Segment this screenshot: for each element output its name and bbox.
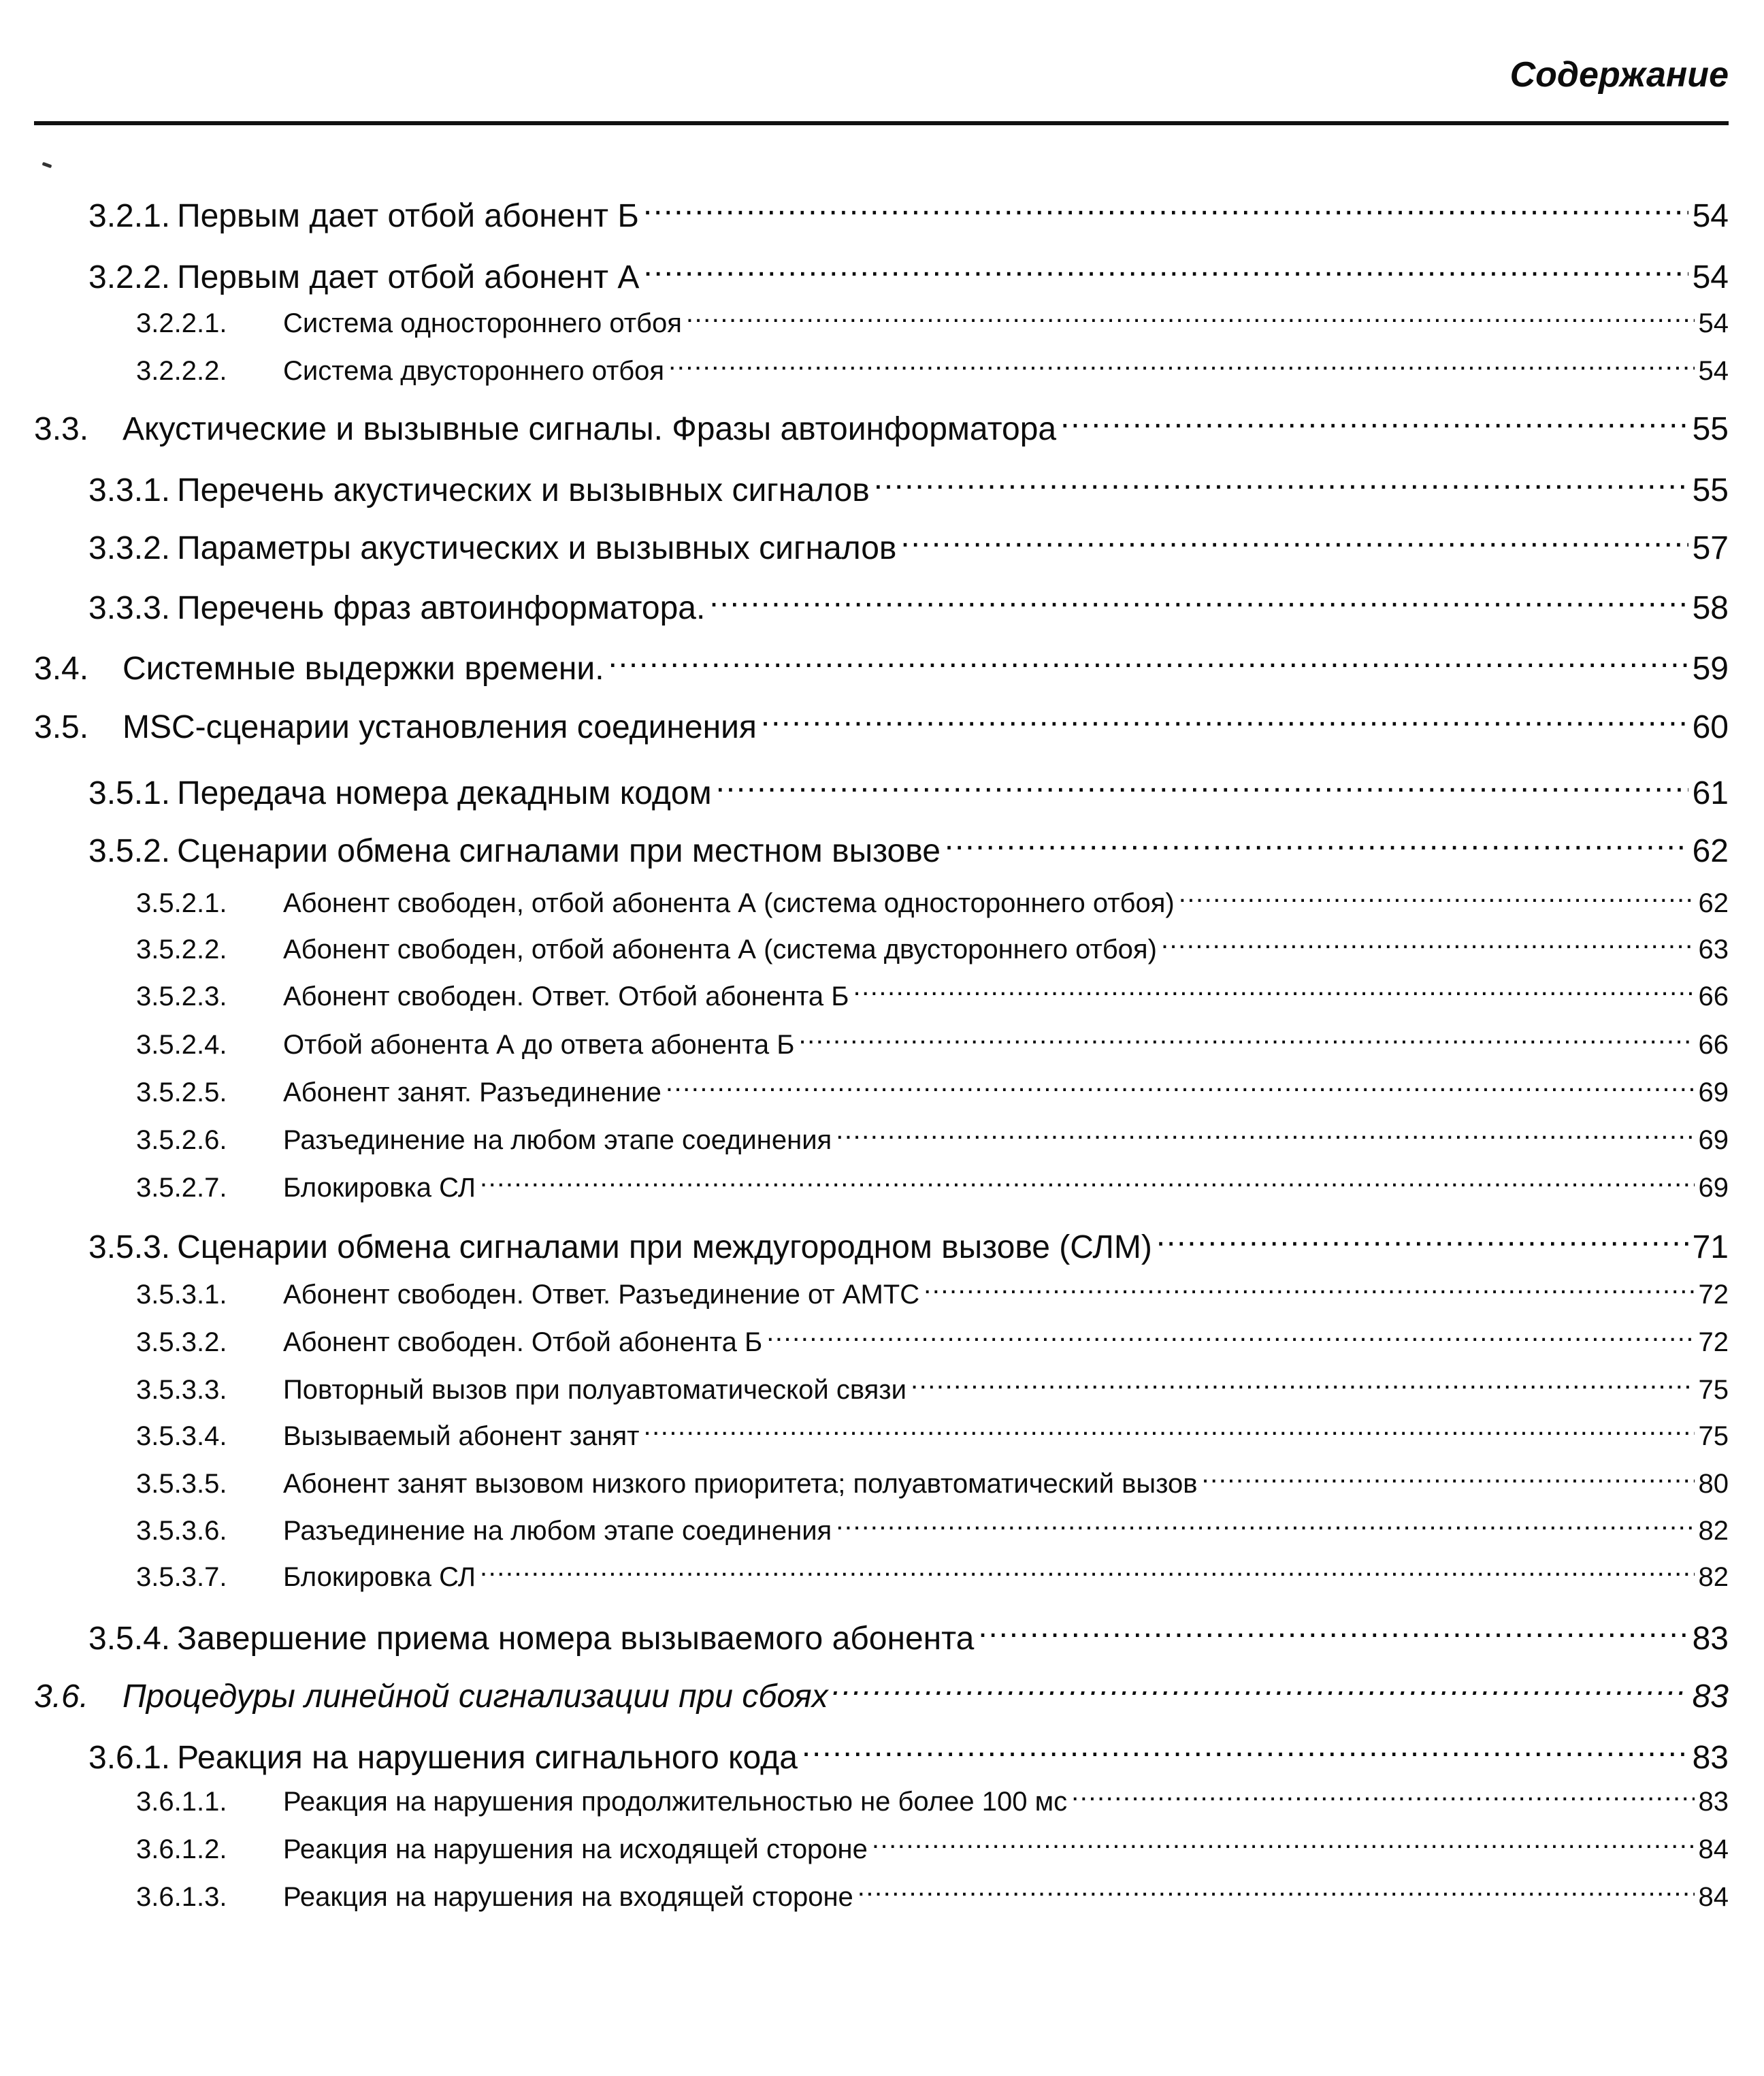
toc-entry-title: Абонент свободен, отбой абонента А (система одностороннего отбоя) — [283, 888, 1175, 918]
toc-entry-title: Первым дает отбой абонент А — [177, 259, 640, 295]
toc-entry-page: 62 — [1698, 888, 1729, 918]
toc-entry-title: Вызываемый абонент занят — [283, 1421, 640, 1451]
toc-entry-number: 3.3.2. — [88, 530, 171, 566]
toc-entry-number: 3.5.2.7. — [136, 1173, 227, 1203]
toc-entry-page: 63 — [1698, 935, 1729, 964]
toc-entry-number: 3.5.3. — [88, 1229, 171, 1265]
toc-entry — [88, 771, 1729, 812]
dot-leader — [608, 647, 1688, 679]
dot-leader — [802, 1736, 1688, 1768]
toc-entry-number: 3.5.4. — [88, 1621, 171, 1657]
toc-entry — [136, 305, 1729, 339]
toc-entry-number: 3.6. — [34, 1678, 89, 1715]
toc-entry — [88, 468, 1729, 509]
toc-entry — [136, 1879, 1729, 1913]
toc-entry-page: 71 — [1692, 1229, 1729, 1265]
toc-entry-number: 3.2.2.2. — [136, 356, 227, 386]
toc-entry-page: 55 — [1692, 411, 1729, 447]
toc-entry — [88, 829, 1729, 870]
toc-entry — [136, 885, 1729, 919]
dot-leader — [480, 1169, 1695, 1197]
dot-leader — [761, 705, 1688, 738]
toc-entry — [34, 1674, 1729, 1715]
toc-entry — [136, 1122, 1729, 1156]
toc-entry-number: 3.6.1.2. — [136, 1834, 227, 1864]
toc-entry-title: Реакция на нарушения продолжительностью не более 100 мс — [283, 1787, 1068, 1817]
toc-entry — [136, 1276, 1729, 1310]
toc-entry-title: Система двустороннего отбоя — [283, 356, 665, 386]
toc-entry-page: 69 — [1698, 1173, 1729, 1203]
dot-leader — [799, 1026, 1695, 1054]
toc-entry-page: 54 — [1692, 259, 1729, 295]
toc-entry-page: 84 — [1698, 1882, 1729, 1912]
toc-entry-title: Абонент свободен. Ответ. Разъединение от АМТС — [283, 1280, 920, 1310]
toc-entry-title: Отбой абонента А до ответа абонента Б — [283, 1030, 795, 1060]
toc-entry — [88, 586, 1729, 627]
toc-entry-title: Реакция на нарушения сигнального кода — [177, 1740, 798, 1776]
toc-entry-title: Системные выдержки времени. — [122, 651, 604, 687]
toc-entry — [136, 1465, 1729, 1499]
toc-entry — [136, 931, 1729, 965]
toc-entry-page: 60 — [1692, 709, 1729, 745]
toc-entry-page: 83 — [1692, 1621, 1729, 1657]
toc-entry — [88, 1736, 1729, 1777]
dot-leader — [836, 1512, 1694, 1540]
toc-entry-title: Абонент свободен, отбой абонента А (система двустороннего отбоя) — [283, 935, 1157, 964]
toc-entry-page: 80 — [1698, 1469, 1729, 1499]
toc-entry-page: 58 — [1692, 590, 1729, 626]
toc-entry-page: 54 — [1698, 308, 1729, 338]
toc-entry-page: 72 — [1698, 1280, 1729, 1310]
toc-entry-title: Акустические и вызывные сигналы. Фразы автоинформатора — [122, 411, 1057, 447]
toc-entry-page: 61 — [1692, 775, 1729, 811]
toc-entry — [136, 1559, 1729, 1593]
dot-leader — [766, 1324, 1694, 1351]
toc-entry-title: Блокировка СЛ — [283, 1173, 476, 1203]
toc-entry-number: 3.5.2.2. — [136, 935, 227, 964]
toc-entry-page: 72 — [1698, 1327, 1729, 1357]
dot-leader — [978, 1617, 1688, 1649]
toc-entry-number: 3.6.1.3. — [136, 1882, 227, 1912]
toc-entry-page: 83 — [1698, 1787, 1729, 1817]
toc-entry-page: 83 — [1692, 1678, 1729, 1715]
toc-entry-page: 54 — [1692, 198, 1729, 234]
dot-leader — [716, 771, 1688, 804]
toc-entry — [136, 1074, 1729, 1108]
toc-entry-title: Перечень фраз автоинформатора. — [177, 590, 706, 626]
toc-entry — [136, 353, 1729, 387]
toc-entry-title: Абонент свободен. Отбой абонента Б — [283, 1327, 763, 1357]
dot-leader — [643, 194, 1688, 227]
toc-entry-number: 3.3.3. — [88, 590, 171, 626]
toc-entry-number: 3.5.3.2. — [136, 1327, 227, 1357]
toc-entry-number: 3.5.2.3. — [136, 982, 227, 1011]
dot-leader — [668, 353, 1694, 380]
dot-leader — [709, 586, 1688, 619]
toc-entry — [136, 978, 1729, 1012]
toc-entry-number: 3.2.1. — [88, 198, 171, 234]
toc-entry-title: Разъединение на любом этапе соединения — [283, 1516, 832, 1546]
toc-entry-number: 3.5.2.1. — [136, 888, 227, 918]
toc-entry-number: 3.5.2.6. — [136, 1125, 227, 1155]
toc-entry-number: 3.5.2. — [88, 833, 171, 869]
toc-entry-title: Повторный вызов при полуавтоматической связи — [283, 1375, 906, 1405]
toc-entry-number: 3.6.1. — [88, 1740, 171, 1776]
toc-entry — [136, 1026, 1729, 1060]
toc-entry-page: 55 — [1692, 472, 1729, 508]
toc-entry-page: 66 — [1698, 982, 1729, 1011]
dot-leader — [1060, 407, 1688, 440]
toc-entry-number: 3.5.3.7. — [136, 1562, 227, 1592]
toc-entry-title: Реакция на нарушения на входящей стороне — [283, 1882, 853, 1912]
page-title: Содержание — [1509, 55, 1729, 95]
toc-entry — [136, 1418, 1729, 1452]
toc-entry-title: Завершение приема номера вызываемого абонента — [177, 1621, 975, 1657]
toc-entry-page: 82 — [1698, 1516, 1729, 1546]
toc-entry — [88, 255, 1729, 296]
toc-entry-page: 84 — [1698, 1834, 1729, 1864]
toc-entry-page: 66 — [1698, 1030, 1729, 1060]
toc-entry-title: Процедуры линейной сигнализации при сбоях — [122, 1678, 828, 1715]
toc-entry-title: Система одностороннего отбоя — [283, 308, 682, 338]
toc-entry — [136, 1324, 1729, 1358]
dot-leader — [858, 1879, 1695, 1906]
toc-entry-number: 3.5.3.3. — [136, 1375, 227, 1405]
toc-entry-number: 3.5.3.6. — [136, 1516, 227, 1546]
toc-entry-page: 83 — [1692, 1740, 1729, 1776]
toc-entry — [136, 1169, 1729, 1203]
toc-entry — [136, 1372, 1729, 1406]
toc-entry-page: 82 — [1698, 1562, 1729, 1592]
toc-entry-title: Абонент занят вызовом низкого приоритета; полуавтоматический вызов — [283, 1469, 1198, 1499]
toc-entry-page: 59 — [1692, 651, 1729, 687]
dot-leader — [1161, 931, 1695, 958]
toc-entry-number: 3.5.3.1. — [136, 1280, 227, 1310]
toc-entry-title: Передача номера декадным кодом — [177, 775, 712, 811]
toc-entry-title: Сценарии обмена сигналами при местном вызове — [177, 833, 941, 869]
dot-leader — [836, 1122, 1694, 1149]
toc-entry-number: 3.4. — [34, 651, 89, 687]
toc-entry-page: 62 — [1692, 833, 1729, 869]
toc-entry-number: 3.5.2.5. — [136, 1077, 227, 1107]
toc-entry-title: Реакция на нарушения на исходящей стороне — [283, 1834, 868, 1864]
toc-entry-number: 3.5. — [34, 709, 89, 745]
toc-entry — [34, 705, 1729, 746]
toc-entry — [88, 194, 1729, 235]
toc-entry-title: Первым дает отбой абонент Б — [177, 198, 639, 234]
toc-entry-number: 3.5.1. — [88, 775, 171, 811]
toc-entry-number: 3.2.2.1. — [136, 308, 227, 338]
toc-entry-title: Разъединение на любом этапе соединения — [283, 1125, 832, 1155]
dot-leader — [643, 255, 1688, 288]
dot-leader — [666, 1074, 1695, 1101]
dot-leader — [480, 1559, 1695, 1586]
dot-leader — [853, 978, 1695, 1005]
dot-leader — [874, 468, 1688, 501]
toc-entry-page: 54 — [1698, 356, 1729, 386]
toc-entry — [88, 1225, 1729, 1266]
toc-entry-title: Абонент свободен. Ответ. Отбой абонента Б — [283, 982, 849, 1011]
toc-entry-number: 3.3. — [34, 411, 89, 447]
toc-entry-number: 3.3.1. — [88, 472, 171, 508]
dot-leader — [924, 1276, 1694, 1303]
toc-entry-title: Перечень акустических и вызывных сигналов — [177, 472, 870, 508]
toc-entry — [34, 647, 1729, 687]
toc-entry-title: Абонент занят. Разъединение — [283, 1077, 662, 1107]
dot-leader — [832, 1674, 1688, 1707]
toc-entry-number: 3.5.3.4. — [136, 1421, 227, 1451]
dot-leader — [1071, 1783, 1694, 1811]
dot-leader — [1201, 1465, 1694, 1493]
dot-leader — [1179, 885, 1695, 912]
dot-leader — [686, 305, 1695, 332]
toc-entry — [88, 1617, 1729, 1657]
toc-entry-page: 57 — [1692, 530, 1729, 566]
toc-entry-page: 75 — [1698, 1421, 1729, 1451]
toc-entry-page: 69 — [1698, 1125, 1729, 1155]
toc-entry-title: Блокировка СЛ — [283, 1562, 476, 1592]
dot-leader — [900, 526, 1688, 559]
toc-entry — [136, 1831, 1729, 1865]
toc-entry — [88, 526, 1729, 567]
toc-entry-page: 69 — [1698, 1077, 1729, 1107]
toc-entry — [136, 1783, 1729, 1817]
toc-entry-page: 75 — [1698, 1375, 1729, 1405]
dot-leader — [945, 829, 1688, 862]
toc-entry-number: 3.6.1.1. — [136, 1787, 227, 1817]
toc-entry-title: MSC-сценарии установления соединения — [122, 709, 757, 745]
toc-entry — [136, 1512, 1729, 1546]
toc-entry-number: 3.2.2. — [88, 259, 171, 295]
toc-entry-title: Сценарии обмена сигналами при междугородном вызове (СЛМ) — [177, 1229, 1152, 1265]
toc-entry-number: 3.5.3.5. — [136, 1469, 227, 1499]
toc-entry-title: Параметры акустических и вызывных сигналов — [177, 530, 897, 566]
dot-leader — [911, 1372, 1695, 1399]
toc-entry — [34, 407, 1729, 448]
dot-leader — [643, 1418, 1694, 1445]
toc-entry-number: 3.5.2.4. — [136, 1030, 227, 1060]
dot-leader — [872, 1831, 1695, 1858]
dot-leader — [1156, 1225, 1688, 1258]
